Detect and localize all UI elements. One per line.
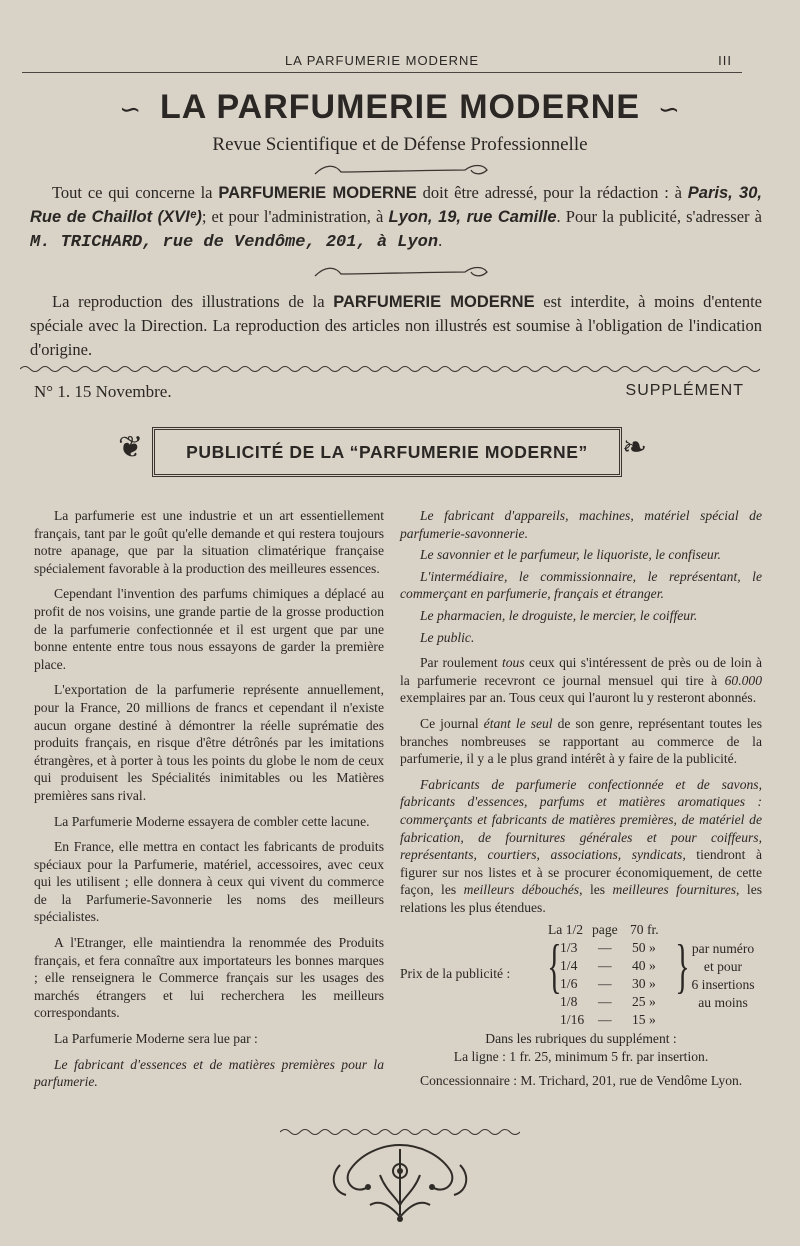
publicity-banner: PUBLICITÉ DE LA “PARFUMERIE MODERNE” <box>152 427 622 477</box>
price-sep: — <box>598 940 612 955</box>
price-table <box>400 922 762 1030</box>
journal-name: PARFUMERIE MODERNE <box>218 184 417 202</box>
reader-item: Le fabricant d'essences et de matières premières pour la parfumerie. <box>34 1056 384 1090</box>
price-size: 1/16 <box>560 1012 585 1027</box>
price-sep: — <box>598 1012 612 1027</box>
reader-item: Le public. <box>420 629 475 645</box>
reader-item: L'intermédiaire, le commissionnaire, le représentant, le commerçant en parfumerie, français et étranger. <box>400 568 762 602</box>
text: , les relations les plus étendues. <box>400 882 763 915</box>
notice-text: La reproduction des illustrations de la <box>52 292 334 311</box>
reader-item: Le savonnier et le parfumeur, le liquoriste, le confiseur. <box>420 547 721 563</box>
brace-left-icon: { <box>547 933 562 999</box>
notice-text: est interdite, à moins d'entente spéciale avec la Direction. La reproduction des articles non illustrés est soumise à l'obligation de l'indication d'origine. <box>30 292 762 359</box>
fleuron-right-icon: ❧ <box>622 431 648 464</box>
text: tiendront à figurer sur nos listes et à se procurer économiquement, de cette façon, les <box>400 847 762 898</box>
paragraph: La Parfumerie Moderne essayera de combler cette lacune. <box>54 813 370 829</box>
price-note-line: au moins <box>698 995 748 1010</box>
price-size: 1/4 <box>560 958 578 973</box>
text: de son genre, représentant toutes les branches nombreuses se rapportant au commerce de la parfumerie, il y a le plus grand intérêt à y faire de la publicité. <box>400 715 763 767</box>
text: meilleurs débouchés <box>463 882 580 898</box>
text: Ce journal <box>420 715 484 731</box>
price-note-line: par numéro <box>691 941 755 956</box>
admin-address: Lyon, 19, rue Camille <box>388 208 557 226</box>
circulation-count: 60.000 <box>724 672 762 688</box>
price-sep: — <box>598 994 612 1009</box>
paragraph: La Parfumerie Moderne sera lue par : <box>54 1031 258 1047</box>
price-size: 1/6 <box>560 976 578 991</box>
swash-divider-icon <box>0 262 800 282</box>
supplement-label: SUPPLÉMENT <box>625 382 744 399</box>
address-notice <box>30 181 762 255</box>
running-title: LA PARFUMERIE MODERNE <box>284 53 480 68</box>
notice-text: Tout ce qui concerne la <box>52 183 219 202</box>
swash-ornament-icon: ∽ <box>119 93 142 124</box>
price-size: La 1/2 <box>548 922 584 937</box>
text: , les <box>579 882 613 898</box>
notice-text: ; et pour l'administration, à <box>201 207 389 226</box>
issue-line <box>34 382 754 402</box>
concessionaire: Concessionnaire : M. Trichard, 201, rue de Vendôme Lyon. <box>420 1073 743 1088</box>
paragraph <box>400 654 762 707</box>
notice-text: . <box>438 231 443 250</box>
text: Fabricants de parfumerie confectionnée et de savons, fabricants d'essences, parfums et matières aromatiques : commerçants et fabricants de matières premières, de matériel de fabrication, de fournitures générales et pour coiffeurs, représentants, courtiers, associations, syndicats, <box>400 776 762 863</box>
wavy-rule-icon <box>20 364 760 374</box>
swash-divider-icon <box>0 160 800 180</box>
text: ceux qui s'intéressent de près ou de loin à la parfumerie recevront ce journal mensuel qui tire à <box>400 655 762 688</box>
paragraph: L'exportation de la parfumerie représente annuellement, pour la France, 20 millions de francs et cependant il n'existe aucun organe destiné à démontrer la réelle suprématie des produits français, en risque d'être détrônés par les imitations étrangères, et à porter à tous les points du globe le nom de ceux qui produisent les Spécialités inimitables ou les Matières premières sans rival. <box>34 682 384 803</box>
masthead-subtitle: Revue Scientifique et de Défense Professionnelle <box>212 134 588 155</box>
price-value: 15 » <box>632 1012 656 1027</box>
notice-text: . Pour la publicité, s'adresser à <box>556 207 762 226</box>
notice-text: doit être adressé, pour la rédaction : à <box>416 183 688 202</box>
reproduction-notice <box>30 290 762 362</box>
brace-right-icon: } <box>675 933 690 999</box>
paragraph: Cependant l'invention des parfums chimiques a déplacé au profit de nos voisins, une grande partie de la grosse production de la parfumerie confectionnée et il est urgent que par une bonne entente entre tous nous essayons de garder la première place. <box>34 586 384 672</box>
paragraph: La parfumerie est une industrie et un art essentiellement français, tant par le goût qu'elle demande et qui restera toujours notre apanage, que par la situation climatérique française spécialement favorable à la production des meilleures essences. <box>34 508 384 576</box>
page-number: III <box>718 53 732 68</box>
floral-tailpiece-icon <box>320 1135 480 1225</box>
running-header <box>22 52 742 73</box>
editorial-address: Paris, 30, Rue de Chaillot (XVIᵉ) <box>30 184 762 226</box>
price-value: 40 » <box>632 958 656 973</box>
price-value: 30 » <box>632 976 656 991</box>
reader-item: Le fabricant d'appareils, machines, matériel spécial de parfumerie-savonnerie. <box>400 508 762 541</box>
price-sep: — <box>598 958 612 973</box>
price-sep: page <box>592 922 618 937</box>
text: étant le seul <box>483 715 553 731</box>
right-column <box>400 507 762 916</box>
price-note <box>682 940 764 1012</box>
rubriques-line: La ligne : 1 fr. 25, minimum 5 fr. par insertion. <box>453 1048 709 1064</box>
paragraph <box>400 715 762 768</box>
advertising-address: M. TRICHARD, rue de Vendôme, 201, à Lyon <box>30 233 439 252</box>
price-value: 25 » <box>632 994 656 1009</box>
price-size: 1/3 <box>560 940 578 955</box>
masthead <box>0 88 800 127</box>
reader-item: Le pharmacien, le droguiste, le mercier, le coiffeur. <box>420 607 698 623</box>
paragraph: En France, elle mettra en contact les fabricants de produits spéciaux pour la Parfumerie, matériel, accessoires, avec ceux qui les utilisent ; elle donnera à ceux qui vivent du commerce de la Parfumerie-Savonnerie les noms des meilleurs spécialistes. <box>34 839 384 925</box>
price-value: 70 fr. <box>630 922 659 937</box>
text: tous <box>501 655 525 671</box>
rubriques-line: Dans les rubriques du supplément : <box>485 1031 677 1046</box>
price-note-line: 6 insertions <box>691 977 755 992</box>
price-value: 50 » <box>632 940 656 955</box>
fleuron-left-icon: ❦ <box>118 431 144 464</box>
price-label: Prix de la publicité : <box>400 966 511 981</box>
paragraph <box>400 776 762 917</box>
text: Par roulement <box>420 655 502 671</box>
left-column <box>34 507 384 1091</box>
rubriques-pricing <box>400 1030 762 1065</box>
text: meilleures fournitures <box>612 882 737 898</box>
paragraph: A l'Etranger, elle maintiendra la renommée des Produits français, et fera connaître aux importateurs les bonnes marques ; elle renseignera le Commerce français sur les usages des marchés étrangers et lui recherchera les meilleurs correspondants. <box>34 935 384 1021</box>
price-note-line: et pour <box>703 959 743 974</box>
price-sep: — <box>598 976 612 991</box>
journal-name: PARFUMERIE MODERNE <box>333 293 535 311</box>
text: exemplaires par an. Tous ceux qui l'auront lu y resteront abonnés. <box>400 690 757 706</box>
price-size: 1/8 <box>560 994 578 1009</box>
masthead-title: LA PARFUMERIE MODERNE <box>160 88 640 126</box>
swash-ornament-icon: ∽ <box>658 93 681 124</box>
issue-number-date: N° 1. 15 Novembre. <box>34 382 172 401</box>
